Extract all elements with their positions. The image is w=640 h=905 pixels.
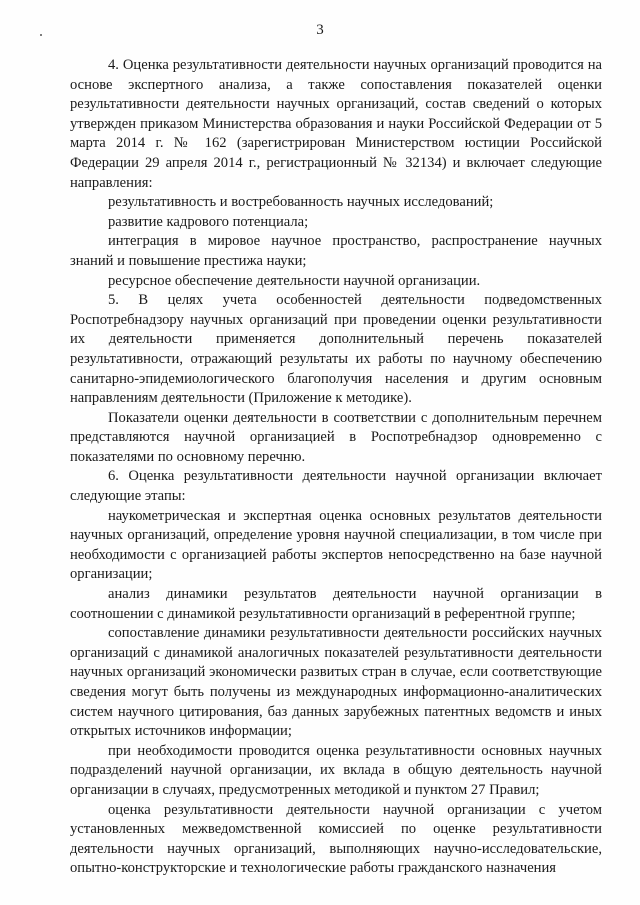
paragraph-indicators: Показатели оценки деятельности в соответствии с дополнительным перечнем представляются научной организацией в Роспотребнадзор одновременно с показателями по основному перечню. (70, 409, 602, 465)
stage-international-comparison: сопоставление динамики результативности деятельности российских научных организаций с динамикой аналогичных показателей результативности деятельности научных организаций экономически развитых стран в случае, если соответствующие сведения могут быть получены из международных информационно-аналитических систем научного цитирования, баз данных зарубежных патентных ведомств и иных открытых источников информации; (70, 625, 602, 740)
stage-scientometric: наукометрическая и экспертная оценка основных результатов деятельности научных организаций, определение уровня научной специализации, в том числе при необходимости с организацией работы экспертов непосредственно на базе научной организации; (70, 507, 602, 583)
paragraph-item-4: 4. Оценка результативности деятельности научных организаций проводится на основе экспертного анализа, а также сопоставления показателей оценки результативности деятельности научных организаций, состав сведений о которых утвержден приказом Министерства образования и науки Российской Федерации от 5 марта 2014 г. № 162 (зарегистрирован Министерством юстиции Российской Федерации 29 апреля 2014 г., регистрационный № 32134) и включает следующие направления: (70, 57, 602, 191)
paragraph-item-5: 5. В целях учета особенностей деятельности подведомственных Роспотребнадзору научных организаций при проведении оценки результативности их деятельности применяется дополнительный перечень показателей результативности, отражающий результаты их работы по научному обеспечению санитарно-эпидемиологического благополучия населения и другим основным направлениям деятельности (Приложение к методике). (70, 292, 602, 407)
document-body (70, 56, 602, 879)
stage-commission-assessment: оценка результативности деятельности научной организации с учетом установленных межведомственной комиссией по оценке результативности деятельности научных организаций, выполняющих научно-исследовательские, опытно-конструкторские и технологические работы гражданского назначения (70, 801, 602, 877)
direction-resources: ресурсное обеспечение деятельности научной организации. (108, 272, 481, 289)
stage-dynamics-analysis: анализ динамики результатов деятельности научной организации в соотношении с динамикой результативности организаций в референтной группе; (70, 586, 602, 622)
paragraph-item-6: 6. Оценка результативности деятельности научной организации включает следующие этапы: (70, 468, 602, 505)
direction-research-results: результативность и востребованность научных исследований; (108, 194, 494, 211)
direction-personnel: развитие кадрового потенциала; (108, 213, 309, 230)
stage-subdivisions: при необходимости проводится оценка результативности основных научных подразделений научной организации, их вклада в общую деятельность научной организации в случаях, предусмотренных методикой и пунктом 27 Правил; (70, 742, 602, 798)
page-number: 3 (316, 22, 324, 38)
direction-integration: интеграция в мировое научное пространство, распространение научных знаний и повышение престижа науки; (70, 233, 602, 269)
